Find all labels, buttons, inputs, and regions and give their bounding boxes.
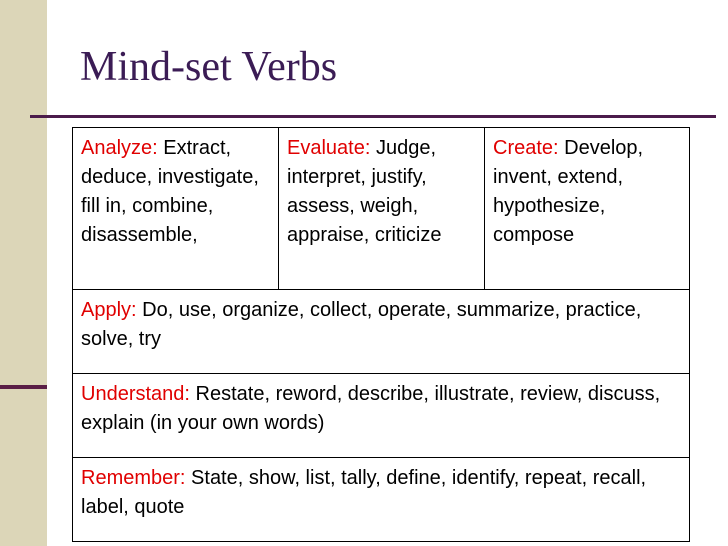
cell-create bbox=[485, 128, 690, 290]
verbs-analyze: Extract, deduce, investigate, fill in, combine, disassemble, bbox=[81, 137, 259, 246]
verbs-remember: State, show, list, tally, define, identify, repeat, recall, label, quote bbox=[81, 467, 647, 518]
table-row-higher-order bbox=[73, 128, 690, 290]
cell-apply bbox=[73, 290, 690, 374]
table-row-understand bbox=[73, 374, 690, 458]
title-underline-rule bbox=[30, 115, 716, 118]
label-remember: Remember: bbox=[81, 467, 186, 489]
label-create: Create: bbox=[493, 137, 559, 159]
table-row-remember bbox=[73, 458, 690, 542]
verbs-table bbox=[72, 127, 690, 542]
cell-remember bbox=[73, 458, 690, 542]
cell-analyze bbox=[73, 128, 279, 290]
verbs-understand: Restate, reword, describe, illustrate, review, discuss, explain (in your own words) bbox=[81, 383, 661, 434]
label-evaluate: Evaluate: bbox=[287, 137, 371, 159]
label-analyze: Analyze: bbox=[81, 137, 158, 159]
cell-understand bbox=[73, 374, 690, 458]
slide-title: Mind-set Verbs bbox=[80, 44, 338, 90]
left-band-accent-bar bbox=[0, 385, 47, 389]
label-apply: Apply: bbox=[81, 299, 137, 321]
left-decorative-band bbox=[0, 0, 47, 546]
label-understand: Understand: bbox=[81, 383, 190, 405]
verbs-create: Develop, invent, extend, hypothesize, compose bbox=[493, 137, 644, 246]
verbs-apply: Do, use, organize, collect, operate, summarize, practice, solve, try bbox=[81, 299, 642, 350]
table-row-apply bbox=[73, 290, 690, 374]
cell-evaluate bbox=[279, 128, 485, 290]
verbs-evaluate: Judge, interpret, justify, assess, weigh, appraise, criticize bbox=[287, 137, 442, 246]
